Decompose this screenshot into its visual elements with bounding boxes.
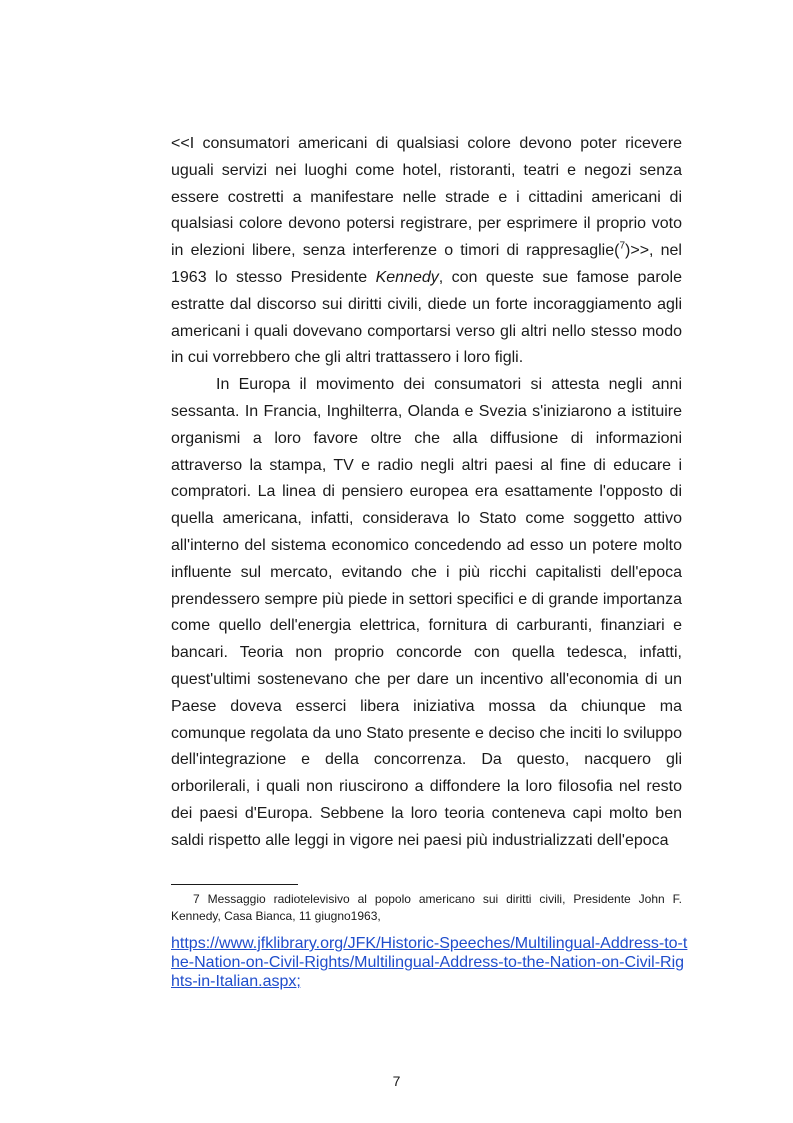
footnote-7	[171, 891, 682, 925]
footnote-separator	[171, 884, 298, 885]
footnote-link-container	[171, 934, 691, 991]
kennedy-name: Kennedy	[375, 268, 439, 286]
paragraph-1: <<I consumatori americani di qualsiasi colore devono poter ricevere uguali servizi nei luoghi come hotel, ristoranti, teatri e negozi senza essere costretti a manifestare nelle strade e i cittadini americani di qualsiasi colore devono potersi registrare, per esprimere il proprio voto in elezioni libere, senza interferenze o timori di rappresaglie($^7$)>>, nel 1963 lo stesso Presidente Kennedy, con queste sue famose parole estratte dal discorso sui diritti civili, diede un forte incoraggiamento agli americani i quali dovevano comportarsi verso gli altri nello stesso modo in cui vorrebbero che gli altri trattassero i loro figli.	[171, 135, 683, 367]
paragraph-2: In Europa il movimento dei consumatori si attesta negli anni sessanta. In Francia, Inghilterra, Olanda e Svezia s'iniziarono a istituire organismi a loro favore oltre che alla diffusione di informazioni attraverso la stampa, TV e radio negli altri paesi al fine di educare i compratori. La linea di pensiero europea era esattamente l'opposto di quella americana, infatti, considerava lo Stato come soggetto attivo all'interno del sistema economico concedendo ad esso un potere molto influente sul mercato, evitando che i più ricchi capitalisti dell'epoca prendessero sempre più piede in settori specifici e di grande importanza come quello dell'energia elettrica, fornitura di carburanti, finanziari e bancari. Teoria non proprio concorde con quella tedesca, infatti, quest'ultimi sostenevano che per dare un incentivo all'economia di un Paese doveva esserci libera iniziativa mossa da chiunque ma comunque regolata da uno Stato presente e deciso che inciti lo sviluppo dell'integrazione e della concorrenza. Da questo, nacquero gli orborilerali, i quali non riuscirono a diffondere la loro filosofia nel resto dei paesi d'Europa. Sebbene la loro teoria conteneva capi molto ben saldi rispetto alle leggi in vigore nei paesi più industrializzati dell'epoca	[171, 376, 682, 849]
body-text	[171, 131, 682, 855]
footnote-reference[interactable]: 7	[619, 240, 626, 252]
footnote-url-link[interactable]: https://www.jfklibrary.org/JFK/Historic-Speeches/Multilingual-Address-to-the-Nation-on-Civil-Rights/Multilingual-Address-to-the-Nation-on-Civil-Rights-in-Italian.aspx	[171, 935, 688, 990]
url-suffix: ;	[296, 973, 301, 990]
footnote-number: 7	[193, 892, 200, 906]
footnote-text: Messaggio radiotelevisivo al popolo americano sui diritti civili, Presidente John F. Kennedy, Casa Bianca, 11 giugno1963,	[171, 892, 682, 923]
page-number: 7	[392, 1073, 401, 1089]
